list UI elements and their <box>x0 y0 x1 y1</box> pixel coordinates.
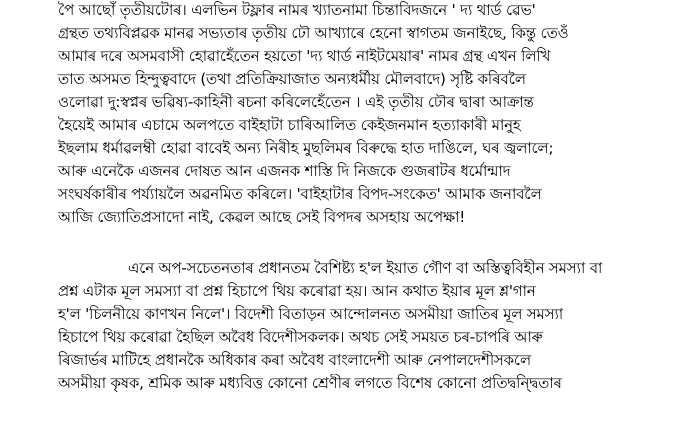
text-line: ৰিজাৰ্ভৰ মাটিহে প্ৰধানকৈ অধিকাৰ কৰা অবৈধ বাংলাদেশী আৰু নেপালদেশীসকলে <box>58 351 531 369</box>
text-line: হৈয়েই আমাৰ এচামে অলপতে বাইহাটা চাৰিআলিত কেইজনমান হত্যাকাৰী মানুহ <box>58 116 521 134</box>
text-line: গ্ৰন্থত তথ্যবিপ্লৱক মানৱ সভ্যতাৰ তৃতীয় ঢৌ আখ্যাৰে হেনো স্বাগতম জনাইছে, কিন্তু তেওঁ <box>58 24 569 42</box>
text-line: পৈ আছোঁ তৃতীয়টোৰ। এলভিন টফ্লাৰ নামৰ খ্যাতনামা চিন্তাবিদজনে ' দ্য থাৰ্ড ৱেভ' <box>58 1 536 19</box>
text-line: আজি জ্যোতিপ্ৰসাদো নাই, কেৱল আছে সেই বিপদৰ অসহায় অপেক্ষা! <box>58 208 466 226</box>
text-line: ওলোৱা দু:স্বপ্নৰ ভৱিষ্য-কাহিনী ৰচনা কৰিলেহেঁতেন । এই তৃতীয় ঢৌৰ দ্বাৰা আক্ৰান্ত <box>58 93 534 111</box>
text-line: হিচাপে থিয় কৰোৱা হৈছিল অবৈধ বিদেশীসকলক। অথচ সেই সময়ত চৰ-চাপৰি আৰু <box>58 328 543 346</box>
text-line: প্ৰশ্ন এটাক মূল সমস্যা বা প্ৰশ্ন হিচাপে থিয় কৰোৱা হয়। আন কথাত ইয়াৰ মূল শ্ল'গান <box>58 282 536 300</box>
text-line: এনে অপ-সচেতনতাৰ প্ৰধানতম বৈশিষ্ট্য হ'ল ইয়াত গৌণ বা অস্তিত্ববিহীন সমস্যা বা <box>128 259 603 277</box>
text-line: হ'ল 'চিলনীয়ে কাণখন নিলে'। বিদেশী বিতাড়ন আন্দোলনত অসমীয়া জাতিৰ মূল সমস্যা <box>58 305 564 323</box>
text-line: ইছলাম ধৰ্মাৱলম্বী হোৱা বাবেই অন্য নিৰীহ মুছলিমৰ বিৰুদ্ধে হাত দাঙিলে, ঘৰ জ্বলালে; <box>58 139 554 157</box>
text-line: তাত অসমত হিন্দুত্ববাদে (তথা প্ৰতিক্ৰিয়াজাত অন্যধৰ্মীয় মৌলবাদে) সৃষ্টি কৰিবলৈ <box>58 70 526 88</box>
text-line: আৰু এনেকৈ এজনৰ দোষত আন এজনক শাস্তি দি নিজকে গুজৰাটৰ ধৰ্মোন্মাদ <box>58 162 511 180</box>
text-line: সংঘৰ্ষকাৰীৰ পৰ্য্যায়লৈ অৱনমিত কৰিলে। 'বাইহাটাৰ বিপদ-সংকেত' আমাক জনাবলৈ <box>58 185 542 203</box>
text-line: অসমীয়া কৃষক, শ্ৰমিক আৰু মধ্যবিত্ত কোনো শ্ৰেণীৰ লগতে বিশেষ কোনো প্ৰতিদ্বন্দ্বিতাৰ <box>58 374 562 392</box>
text-line: আমাৰ দৰে অসমবাসী হোৱাহেঁতেন হয়তো 'দ্য থাৰ্ড নাইটমেয়াৰ' নামৰ গ্ৰন্থ এখন লিখি <box>58 47 551 65</box>
